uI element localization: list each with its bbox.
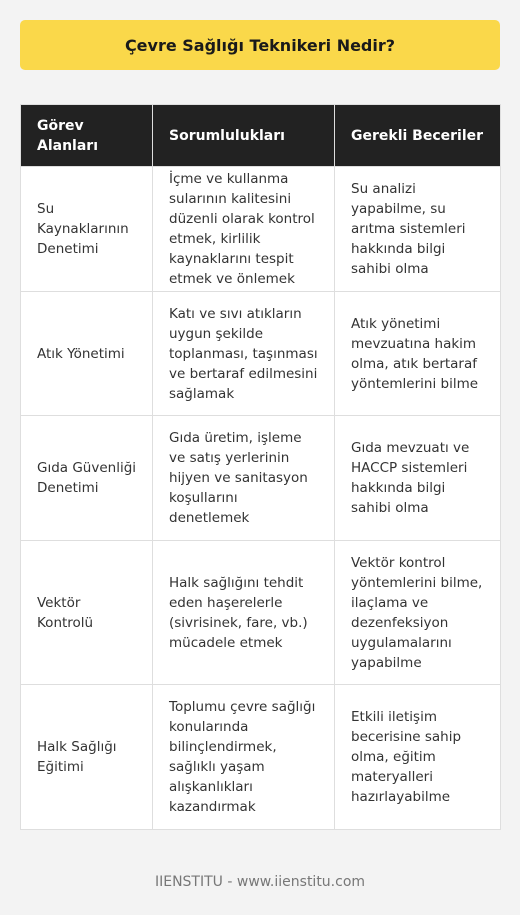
page-title-text: Çevre Sağlığı Teknikeri Nedir? xyxy=(124,35,396,55)
table-header-row xyxy=(21,105,501,167)
table-cell-skill: Gıda mevzuatı ve HACCP sistemleri hakkında bilgi sahibi olma xyxy=(335,416,501,541)
table-row xyxy=(21,685,501,830)
table-cell-skill: Etkili iletişim becerisine sahip olma, eğitim materyalleri hazırlayabilme xyxy=(335,685,501,830)
table-cell-responsibility: İçme ve kullanma sularının kalitesini düzenli olarak kontrol etmek, kirlilik kaynaklarını tespit etmek ve önlemek xyxy=(153,167,335,292)
table-header xyxy=(21,105,501,167)
table-row xyxy=(21,167,501,292)
table-cell-responsibility: Toplumu çevre sağlığı konularında bilinçlendirmek, sağlıklı yaşam alışkanlıkları kazandırmak xyxy=(153,685,335,830)
table-cell-responsibility: Halk sağlığını tehdit eden haşerelerle (sivrisinek, fare, vb.) mücadele etmek xyxy=(153,541,335,685)
table-row xyxy=(21,416,501,541)
column-header-responsibilities: Sorumlulukları xyxy=(153,105,335,167)
page-title xyxy=(20,20,500,70)
table-cell-task: Atık Yönetimi xyxy=(21,292,153,416)
table-cell-responsibility: Katı ve sıvı atıkların uygun şekilde toplanması, taşınması ve bertaraf edilmesini sağlamak xyxy=(153,292,335,416)
table-cell-skill: Su analizi yapabilme, su arıtma sistemleri hakkında bilgi sahibi olma xyxy=(335,167,501,292)
info-table xyxy=(20,104,501,830)
table-row xyxy=(21,541,501,685)
table-cell-task: Gıda Güvenliği Denetimi xyxy=(21,416,153,541)
column-header-tasks: Görev Alanları xyxy=(21,105,153,167)
column-header-skills: Gerekli Beceriler xyxy=(335,105,501,167)
table-cell-skill: Vektör kontrol yöntemlerini bilme, ilaçlama ve dezenfeksiyon uygulamalarını yapabilme xyxy=(335,541,501,685)
table-cell-skill: Atık yönetimi mevzuatına hakim olma, atık bertaraf yöntemlerini bilme xyxy=(335,292,501,416)
footer-credit: IIENSTITU - www.iienstitu.com xyxy=(154,874,366,890)
table-cell-task: Halk Sağlığı Eğitimi xyxy=(21,685,153,830)
table-cell-task: Su Kaynaklarının Denetimi xyxy=(21,167,153,292)
table-cell-responsibility: Gıda üretim, işleme ve satış yerlerinin hijyen ve sanitasyon koşullarını denetlemek xyxy=(153,416,335,541)
table-row xyxy=(21,292,501,416)
table-cell-task: Vektör Kontrolü xyxy=(21,541,153,685)
